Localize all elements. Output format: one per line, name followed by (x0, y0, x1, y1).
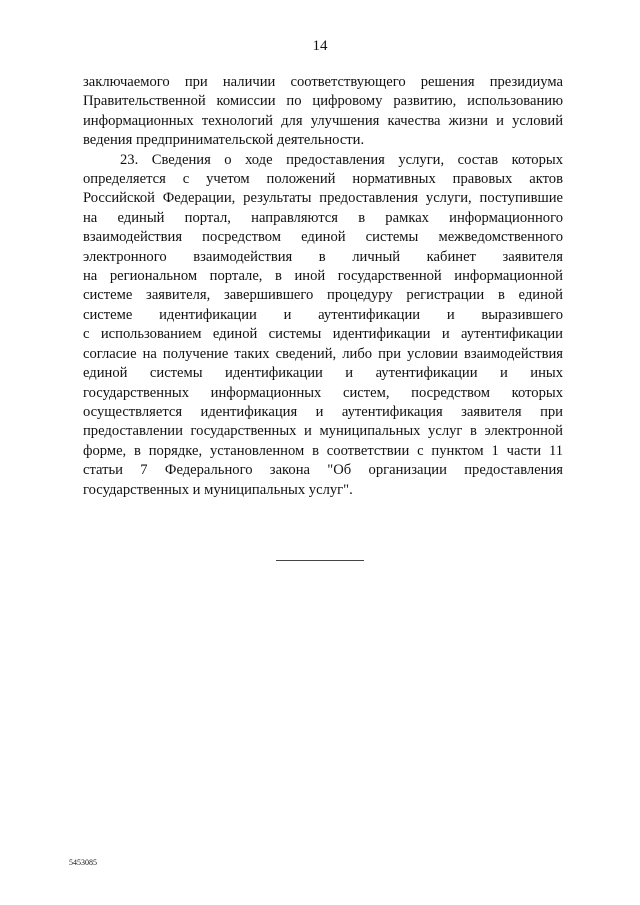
text-line: осуществляется идентификация и аутентификация заявителя при (83, 403, 563, 420)
end-separator-line (276, 560, 364, 561)
document-body (83, 73, 563, 500)
text-line: электронного взаимодействия в личный кабинет заявителя (83, 248, 563, 265)
text-line: 23. Сведения о ходе предоставления услуги, состав которых (120, 151, 563, 168)
text-line: государственных и муниципальных услуг". (83, 481, 353, 498)
text-line: согласие на получение таких сведений, либо при условии взаимодействия (83, 345, 563, 362)
text-line: взаимодействия посредством единой системы межведомственного (83, 229, 563, 246)
text-line: с использованием единой системы идентификации и аутентификации (83, 326, 563, 343)
text-line: на региональном портале, в иной государственной информационной (83, 268, 563, 285)
text-line: на единый портал, направляются в рамках информационного (83, 209, 563, 226)
text-line: единой системы идентификации и аутентификации и иных (83, 365, 563, 382)
page-number: 14 (312, 38, 328, 54)
text-line: форме, в порядке, установленном в соответствии с пунктом 1 части 11 (83, 442, 563, 459)
text-line: системе идентификации и аутентификации и выразившего (83, 306, 563, 323)
text-line: Российской Федерации, результаты предоставления услуги, поступившие (83, 190, 563, 207)
text-line: заключаемого при наличии соответствующего решения президиума (83, 74, 563, 90)
paragraph-continued (83, 73, 563, 151)
text-line: Правительственной комиссии по цифровому развитию, использованию (83, 93, 563, 110)
text-line: статьи 7 Федерального закона "Об организации предоставления (83, 462, 563, 479)
text-line: системе заявителя, завершившего процедуру регистрации в единой (83, 287, 563, 304)
text-line: ведения предпринимательской деятельности. (83, 132, 365, 149)
paragraph-23 (83, 151, 563, 500)
text-line: определяется с учетом положений нормативных правовых актов (83, 171, 563, 188)
text-line: государственных информационных систем, посредством которых (83, 384, 563, 401)
text-line: предоставлении государственных и муниципальных услуг в электронной (83, 423, 563, 440)
text-line: информационных технологий для улучшения качества жизни и условий (83, 112, 563, 129)
document-id: 5453085 (69, 858, 97, 867)
